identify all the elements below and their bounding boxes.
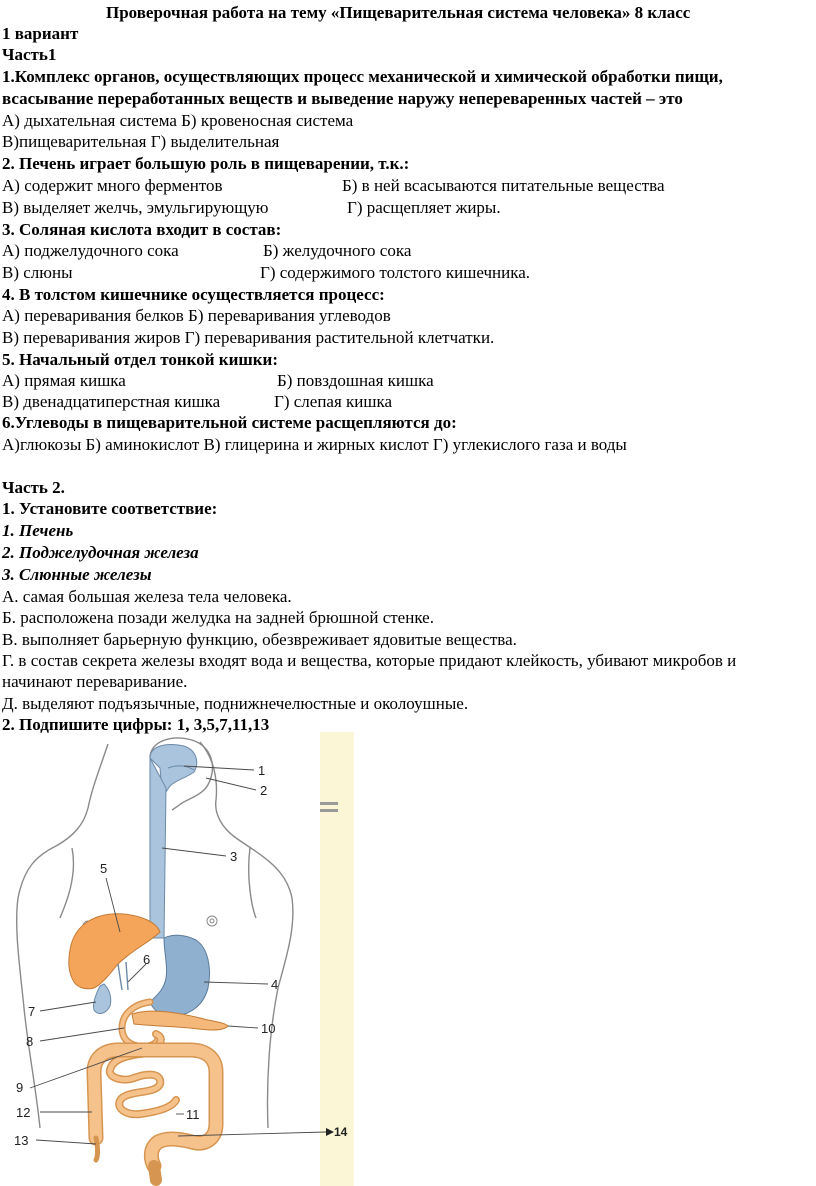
task1-option-e: Д. выделяют подъязычные, поднижнечелюстные и околоушные. xyxy=(2,694,469,713)
rectum xyxy=(154,1166,156,1180)
q5-option-c: В) двенадцатиперстная кишка xyxy=(2,392,221,411)
strip-mark xyxy=(320,809,338,812)
q1-text-line1: 1.Комплекс органов, осуществляющих процесс механической и химической обработки пищи, xyxy=(2,67,723,86)
task1-item-1: 1. Печень xyxy=(2,521,74,540)
part2-heading: Часть 2. xyxy=(2,478,65,497)
q5-option-d: Г) слепая кишка xyxy=(274,392,393,411)
diagram-label-5: 5 xyxy=(100,861,108,876)
q3-option-d: Г) содержимого толстого кишечника. xyxy=(260,263,531,282)
strip-mark xyxy=(320,802,338,805)
pancreas xyxy=(132,1011,228,1030)
q1-text-line2: всасывание переработанных веществ и выведение наружу непереваренных частей – это xyxy=(2,89,683,108)
q6-options: А)глюкозы Б) аминокислот В) глицерина и жирных кислот Г) углекислого газа и воды xyxy=(2,435,627,454)
diagram-label-6: 6 xyxy=(143,952,151,967)
q6-text: 6.Углеводы в пищеварительной системе расщепляются до: xyxy=(2,413,457,432)
diagram-side-strip xyxy=(320,732,354,1186)
q2-option-d: Г) расщепляет жиры. xyxy=(347,198,501,217)
q5-option-a: А) прямая кишка xyxy=(2,371,126,390)
stomach xyxy=(150,935,210,1016)
q2-option-b: Б) в ней всасываются питательные вещества xyxy=(342,176,665,195)
q1-options-line2: В)пищеварительная Г) выделительная xyxy=(2,132,280,151)
gallbladder xyxy=(93,984,110,1013)
q4-options-line2: В) переваривания жиров Г) переваривания растительной клетчатки. xyxy=(2,328,495,347)
task1-option-d-line1: Г. в состав секрета железы входят вода и вещества, которые придают клейкость, убивают микробов и xyxy=(2,651,737,670)
task1-option-c: В. выполняет барьерную функцию, обезвреживает ядовитые вещества. xyxy=(2,630,517,649)
task1-item-2: 2. Поджелудочная железа xyxy=(2,543,199,562)
q3-option-a: А) поджелудочного сока xyxy=(2,241,179,260)
diagram-label-4: 4 xyxy=(271,977,279,992)
diagram-label-7: 7 xyxy=(28,1004,36,1019)
q5-option-b: Б) повздошная кишка xyxy=(277,371,434,390)
diagram-label-12: 12 xyxy=(16,1105,31,1120)
task2-text: 2. Подпишите цифры: 1, 3,5,7,11,13 xyxy=(2,715,270,734)
q3-option-b: Б) желудочного сока xyxy=(263,241,412,260)
part1-heading: Часть1 xyxy=(2,45,57,64)
appendix xyxy=(96,1138,98,1160)
diagram-label-1: 1 xyxy=(258,763,266,778)
q2-option-c: В) выделяет желчь, эмульгирующую xyxy=(2,198,269,217)
q1-options-line1: А) дыхательная система Б) кровеносная система xyxy=(2,111,354,130)
diagram-label-3: 3 xyxy=(230,849,238,864)
task1-option-a: А. самая большая железа тела человека. xyxy=(2,587,292,606)
q2-option-a: А) содержит много ферментов xyxy=(2,176,223,195)
diagram-label-9: 9 xyxy=(16,1080,24,1095)
digestive-system-diagram xyxy=(0,728,370,1186)
q3-text: 3. Соляная кислота входит в состав: xyxy=(2,220,282,239)
bile-duct xyxy=(118,962,128,990)
diagram-label-11: 11 xyxy=(186,1107,200,1122)
task1-option-d-line2: начинают переваривание. xyxy=(2,672,188,691)
variant-label: 1 вариант xyxy=(2,24,79,43)
q2-text: 2. Печень играет большую роль в пищеварении, т.к.: xyxy=(2,154,410,173)
diagram-label-10: 10 xyxy=(261,1021,276,1036)
diagram-label-2: 2 xyxy=(260,783,268,798)
task1-option-b: Б. расположена позади желудка на задней брюшной стенке. xyxy=(2,608,434,627)
diagram-label-13: 13 xyxy=(14,1133,29,1148)
q3-option-c: В) слюны xyxy=(2,263,73,282)
task1-text: 1. Установите соответствие: xyxy=(2,499,218,518)
diagram-label-14: 14 xyxy=(334,1125,348,1139)
diagram-label-8: 8 xyxy=(26,1034,34,1049)
q4-options-line1: А) переваривания белков Б) переваривания углеводов xyxy=(2,306,391,325)
q5-text: 5. Начальный отдел тонкой кишки: xyxy=(2,350,278,369)
q4-text: 4. В толстом кишечнике осуществляется процесс: xyxy=(2,285,385,304)
task1-item-3: 3. Слюнные железы xyxy=(2,565,152,584)
page-title: Проверочная работа на тему «Пищеварительная система человека» 8 класс xyxy=(106,3,691,22)
